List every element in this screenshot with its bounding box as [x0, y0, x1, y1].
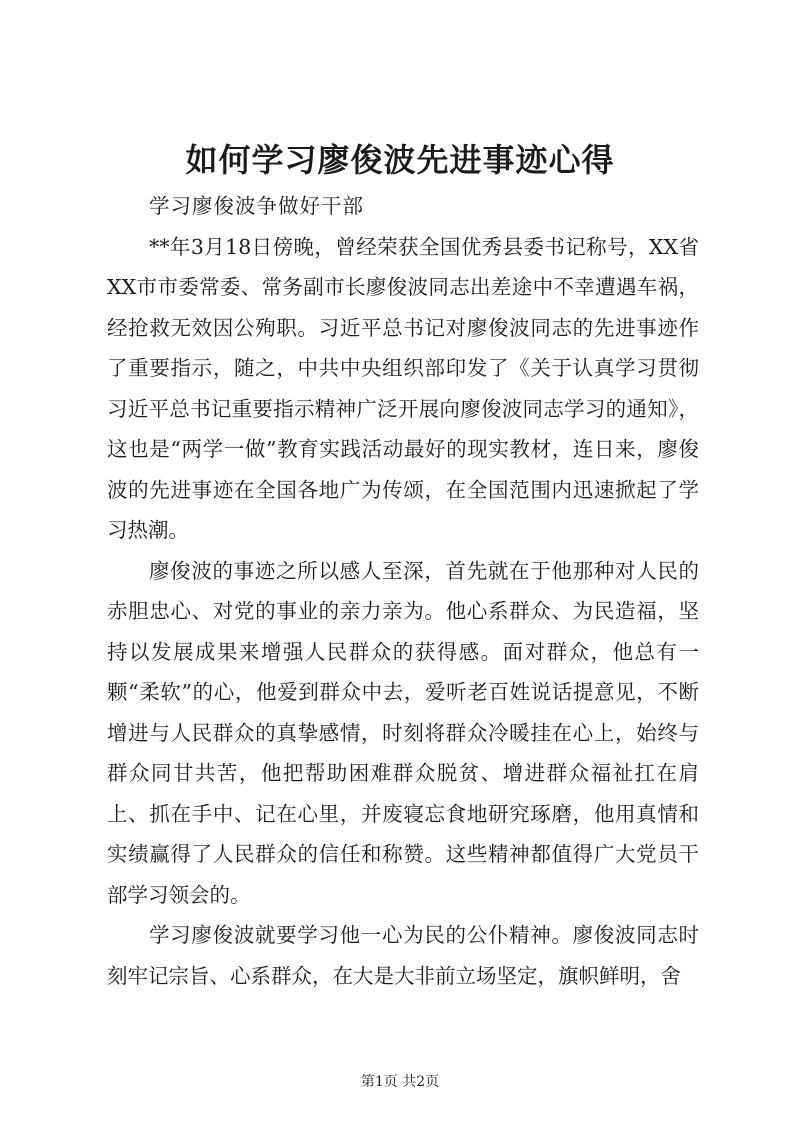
document-body — [107, 186, 699, 996]
body-paragraph: 学习廖俊波就要学习他一心为民的公仆精神。廖俊波同志时刻牢记宗旨、心系群众，在大是大非前立场坚定，旗帜鲜明，舍 — [107, 923, 699, 988]
subtitle-paragraph: 学习廖俊波争做好干部 — [149, 194, 364, 218]
page-number-footer: 第1页 共2页 — [360, 1074, 440, 1090]
body-paragraph: 廖俊波的事迹之所以感人至深，首先就在于他那种对人民的赤胆忠心、对党的事业的亲力亲为。他心系群众、为民造福，坚持以发展成果来增强人民群众的获得感。面对群众，他总有一颗“柔软”的心，他爱到群众中去，爱听老百姓说话提意见，不断增进与人民群众的真挚感情，时刻将群众冷暖挂在心上，始终与群众同甘共苦，他把帮助困难群众脱贫、增进群众福祉扛在肩上、抓在手中、记在心里，并废寝忘食地研究琢磨，他用真情和实绩赢得了人民群众的信任和称赞。这些精神都值得广大党员干部学习领会的。 — [107, 558, 699, 907]
page-title: 如何学习廖俊波先进事迹心得 — [185, 141, 615, 179]
body-paragraph: **年3月18日傍晚，曾经荣获全国优秀县委书记称号，XX省XX市市委常委、常务副市长廖俊波同志出差途中不幸遭遇车祸，经抢救无效因公殉职。习近平总书记对廖俊波同志的先进事迹作了重要指示，随之，中共中央组织部印发了《关于认真学习贯彻习近平总书记重要指示精神广泛开展向廖俊波同志学习的通知》，这也是“两学一做”教育实践活动最好的现实教材，连日来，廖俊波的先进事迹在全国各地广为传颂，在全国范围内迅速掀起了学习热潮。 — [107, 234, 699, 542]
